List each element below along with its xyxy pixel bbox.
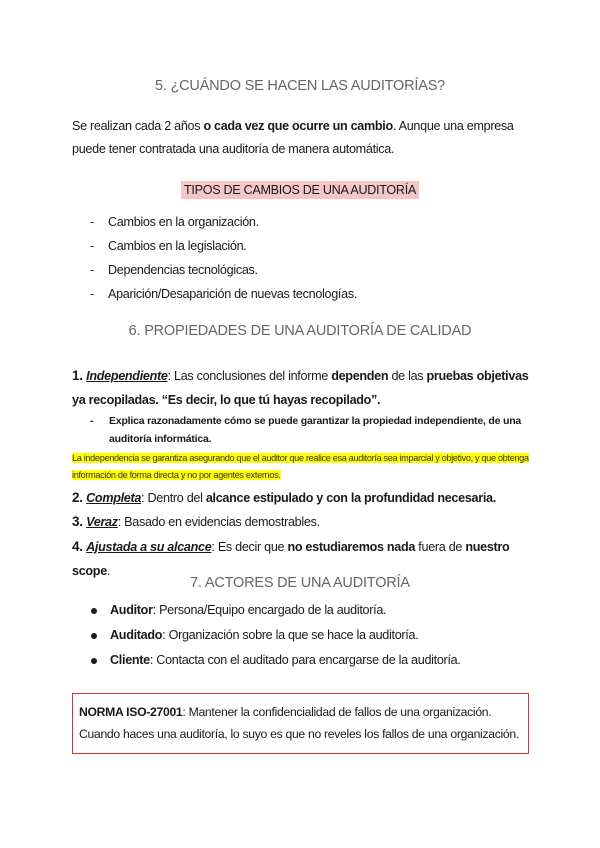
dash-marker: - bbox=[90, 215, 94, 229]
bold-run: no estudiaremos nada bbox=[287, 540, 416, 554]
property-veraz bbox=[72, 510, 542, 534]
bold-run: alcance estipulado y con la profundidad necesaria. bbox=[205, 491, 496, 505]
text-run: . bbox=[106, 564, 111, 578]
dash-marker: - bbox=[90, 263, 94, 277]
property-number: 2. bbox=[72, 490, 87, 505]
property-number: 4. bbox=[72, 539, 87, 554]
property-keyword: Veraz bbox=[86, 515, 118, 529]
property-keyword: Independiente bbox=[86, 369, 168, 383]
dash-marker: - bbox=[90, 239, 94, 253]
property-keyword: Ajustada a su alcance bbox=[86, 540, 212, 554]
actor-name: Auditado bbox=[110, 628, 163, 642]
text-run: : Las conclusiones del informe bbox=[167, 369, 332, 383]
actor-desc: : Persona/Equipo encargado de la auditoría. bbox=[152, 603, 387, 617]
dash-marker: - bbox=[90, 287, 94, 301]
list-item-text: Aparición/Desaparición de nuevas tecnologías. bbox=[108, 287, 358, 301]
bullet-icon bbox=[91, 658, 97, 664]
changes-list bbox=[90, 210, 357, 306]
list-item-text: Cambios en la organización. bbox=[108, 215, 259, 229]
changes-subheading bbox=[0, 181, 600, 199]
answer-text: La independencia se garantiza asegurando que el auditor que realice esa auditoría sea imparcial y objetivo, y que obtenga información de forma directa y no por agentes externos. bbox=[72, 453, 529, 480]
text-run: fuera de bbox=[415, 540, 466, 554]
property-number: 3. bbox=[72, 514, 87, 529]
bullet-icon bbox=[91, 633, 97, 639]
text-run: : Dentro del bbox=[141, 491, 206, 505]
subheading-text: TIPOS DE CAMBIOS DE UNA AUDITORÍA bbox=[181, 181, 419, 199]
bold-run: dependen bbox=[331, 369, 389, 383]
highlighted-answer bbox=[72, 450, 542, 484]
question-text: Explica razonadamente cómo se puede garantizar la propiedad independiente, de una auditoría informática. bbox=[109, 415, 522, 445]
text-run: : Basado en evidencias demostrables. bbox=[117, 515, 320, 529]
list-item-text: Cambios en la legislación. bbox=[108, 239, 247, 253]
norma-callout-box bbox=[72, 693, 529, 754]
property-number: 1. bbox=[72, 368, 87, 383]
list-item-text: Dependencias tecnológicas. bbox=[108, 263, 258, 277]
text-run: : Es decir que bbox=[211, 540, 288, 554]
list-item bbox=[90, 623, 461, 648]
text-run: Se realizan cada 2 años bbox=[72, 119, 204, 133]
actor-desc: : Contacta con el auditado para encargarse de la auditoría. bbox=[149, 653, 461, 667]
dash-marker: - bbox=[90, 415, 94, 427]
property-completa bbox=[72, 486, 542, 510]
section-6-heading: 6. PROPIEDADES DE UNA AUDITORÍA DE CALIDAD bbox=[128, 323, 472, 339]
norma-label: NORMA ISO-27001 bbox=[79, 705, 183, 719]
actor-name: Auditor bbox=[110, 603, 153, 617]
list-item bbox=[90, 210, 357, 234]
section-7-heading: 7. ACTORES DE UNA AUDITORÍA bbox=[190, 575, 410, 591]
bold-run: o cada vez que ocurre un cambio bbox=[203, 119, 393, 133]
list-item bbox=[90, 598, 461, 623]
bold-run: nuestro scope bbox=[72, 540, 510, 578]
actor-name: Cliente bbox=[110, 653, 150, 667]
text-run: . Aunque una empresa puede tener contratada una auditoría de manera automática. bbox=[72, 119, 514, 156]
property-keyword: Completa bbox=[86, 491, 142, 505]
list-item bbox=[90, 234, 357, 258]
text-run: de las bbox=[388, 369, 427, 383]
norma-text: : Mantener la confidencialidad de fallos de una organización. Cuando haces una auditoría, lo suyo es que no reveles los fallos de una organización. bbox=[79, 705, 519, 741]
list-item bbox=[90, 648, 461, 673]
bullet-icon bbox=[91, 608, 97, 614]
property-independiente bbox=[72, 364, 542, 412]
bold-run: pruebas objetivas ya recopiladas. “Es decir, lo que tú hayas recopilado”. bbox=[72, 369, 529, 407]
exam-question bbox=[90, 412, 530, 448]
list-item bbox=[90, 258, 357, 282]
section-5-paragraph bbox=[72, 115, 532, 161]
list-item bbox=[90, 282, 357, 306]
actor-desc: : Organización sobre la que se hace la auditoría. bbox=[162, 628, 419, 642]
actors-list bbox=[90, 598, 461, 673]
section-5-heading: 5. ¿CUÁNDO SE HACEN LAS AUDITORÍAS? bbox=[154, 78, 446, 94]
